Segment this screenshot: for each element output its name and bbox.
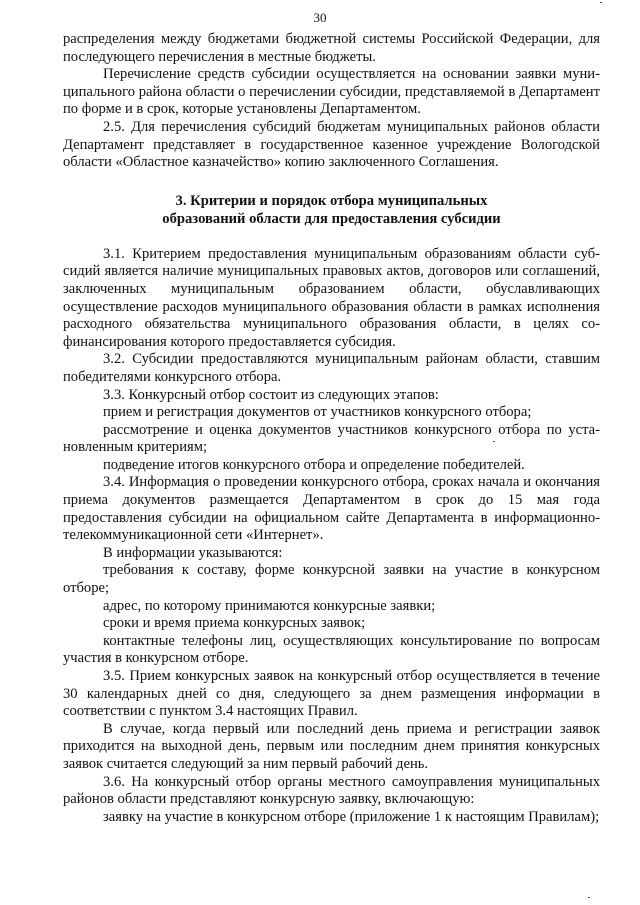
list-item: требования к составу, форме конкурсной заявки на участие в конкурсном отборе;: [63, 562, 600, 597]
list-item: рассмотрение и оценка документов участников конкурсного отбора по установленным критериям;: [63, 421, 600, 456]
page-number: 30: [313, 10, 327, 25]
scan-speck: [600, 2, 602, 3]
paragraph: 2.5. Для перечисления субсидий бюджетам муниципальных районов области Департамент представляет в государственное казенное учреждение Вологодской области «Областное казначейство» копию заключенного Соглашения.: [63, 118, 600, 171]
paragraph: В информации указываются:: [103, 544, 283, 561]
paragraph: 3.5. Прием конкурсных заявок на конкурсный отбор осуществляется в течение 30 календарных дней со дня, следующего за днем размещения информации в соответствии с пунктом 3.4 настоящих Правил.: [63, 668, 600, 720]
paragraph: 3.6. На конкурсный отбор органы местного самоуправления муниципальных районов области представляют конкурсную заявку, включающую:: [63, 773, 600, 808]
section-heading: [63, 192, 600, 228]
list-item: контактные телефоны лиц, осуществляющих консультирование по вопросам участия в конкурсном отборе.: [63, 632, 600, 667]
paragraph: 3.2. Субсидии предоставляются муниципальным районам области, ставшим победителями конкурсного отбора.: [63, 351, 600, 385]
paragraph: Перечисление средств субсидии осуществляется на основании заявки муниципального района области о перечислении субсидии, представляемой в Департамент по форме и в срок, которые установлены Департаментом.: [63, 66, 600, 118]
section-heading-line: образований области для предоставления субсидии: [162, 210, 501, 227]
list-item: заявку на участие в конкурсном отборе (приложение 1 к настоящим Правилам);: [103, 808, 600, 825]
document-body: [63, 31, 600, 826]
paragraph: 3.3. Конкурсный отбор состоит из следующих этапов:: [103, 386, 439, 403]
scan-speck: [588, 897, 590, 898]
list-item: подведение итогов конкурсного отбора и определение победителей.: [103, 456, 525, 473]
paragraph: 3.4. Информация о проведении конкурсного отбора, сроках начала и окончания приема документов размещается Департаментом в срок до 15 мая года предоставления субсидии на официальном сайте Департамента в информационно-телекоммуникационной сети «Интернет».: [63, 474, 600, 544]
paragraph: В случае, когда первый или последний день приема и регистрации заявок приходится на выходной день, первым или последним днем принятия конкурсных заявок считается следующий за ним первый рабочий день.: [63, 720, 600, 772]
paragraph: 3.1. Критерием предоставления муниципальным образованиям области субсидий является наличие муниципальных правовых актов, договоров или соглашений, заключенных муниципальным образованием области, обуславливающих осуществление расходов муниципального образования области в рамках исполнения расходного обязательства муниципального образования области, в целях софинансирования которого предоставляется субсидия.: [63, 245, 600, 350]
list-item: сроки и время приема конкурсных заявок;: [103, 615, 366, 632]
section-heading-line: 3. Критерии и порядок отбора муниципальных: [175, 192, 488, 209]
list-item: прием и регистрация документов от участников конкурсного отбора;: [103, 404, 532, 421]
scan-speck: [493, 441, 495, 442]
paragraph: распределения между бюджетами бюджетной системы Российской Федерации, для последующего перечисления в местные бюджеты.: [63, 31, 600, 65]
list-item: адрес, по которому принимаются конкурсные заявки;: [103, 597, 436, 614]
